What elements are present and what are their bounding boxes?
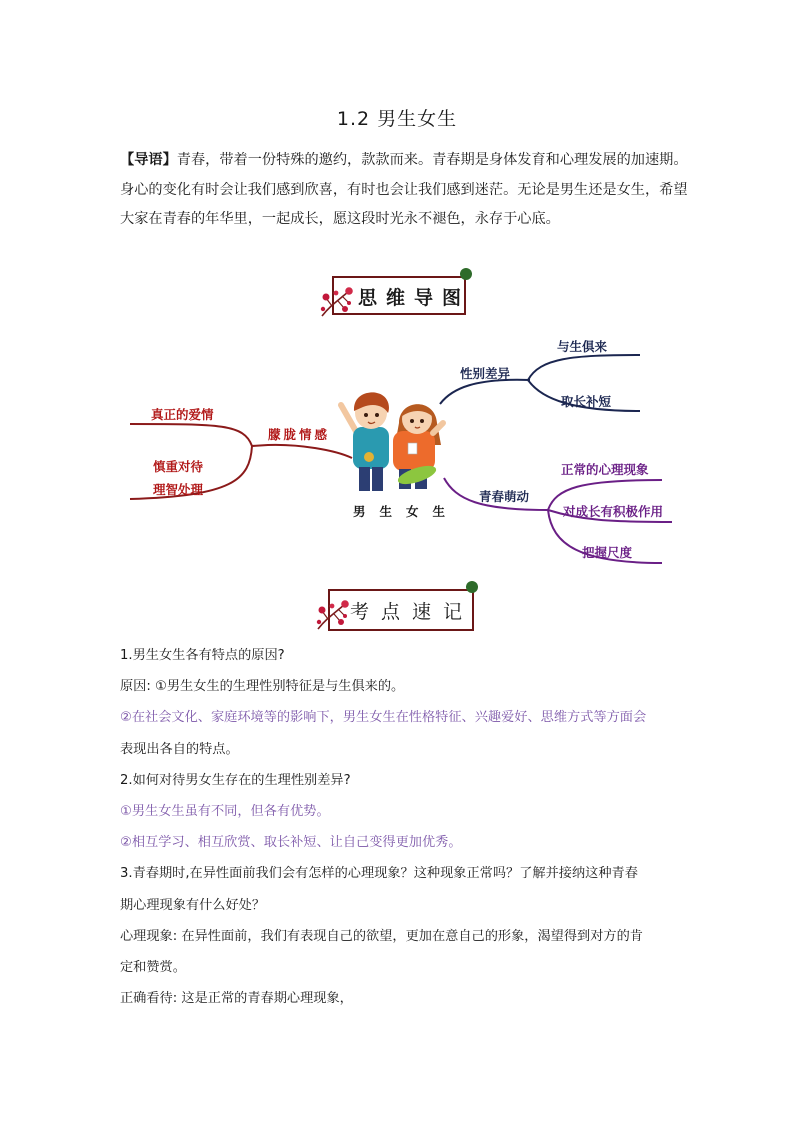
node-positive-effect: 对成长有积极作用	[563, 504, 664, 519]
answer-3-line-3: 正确看待: 这是正常的青春期心理现象，	[120, 991, 353, 1007]
section-title: 思维导图	[358, 287, 471, 309]
question-1: 1.男生女生各有特点的原因?	[120, 648, 285, 663]
answer-3-line-1: 心理现象: 在异性面前，我们有表现自己的欲望，更加在意自己的形象，渴望得到对方的肯	[120, 928, 643, 944]
section-title: 考点速记	[350, 601, 475, 623]
key-points-content	[120, 640, 700, 1014]
intro-line-2: 身心的变化有时会让我们感到欣喜，有时也会让我们感到迷茫。无论是男生还是女生，希望	[120, 181, 688, 198]
mindmap-center: 男生女生	[353, 504, 460, 519]
boy-girl-illustration	[333, 383, 453, 495]
green-dot-icon	[466, 581, 478, 593]
answer-1-line-2: ②在社会文化、家庭环境等的影响下，男生女生在性格特征、兴趣爱好、思维方式等方面会	[120, 710, 647, 726]
node-moderation: 把握尺度	[582, 545, 633, 560]
node-innate: 与生俱来	[557, 339, 608, 354]
question-3-line-1: 3.青春期时,在异性面前我们会有怎样的心理现象？这种现象正常吗？了解并接纳这种青春	[120, 866, 638, 882]
boy-figure	[341, 392, 389, 491]
plum-blossom-icon	[314, 595, 352, 633]
question-2: 2.如何对待男女生存在的生理性别差异?	[120, 772, 351, 788]
answer-2-line-1: ①男生女生虽有不同，但各有优势。	[120, 804, 330, 820]
page-title: 1.2 男生女生	[336, 108, 458, 130]
answer-2-line-2: ②相互学习、相互欣赏、取长补短、让自己变得更加优秀。	[120, 835, 462, 851]
section-header-key-points	[314, 578, 484, 634]
girl-figure	[393, 404, 443, 489]
node-careful: 慎重对待	[153, 459, 204, 474]
node-gender-diff: 性别差异	[460, 366, 511, 381]
intro-line-3: 大家在青春的年华里，一起成长，愿这段时光永不褪色，永存于心底。	[120, 211, 560, 227]
question-3-line-2: 期心理现象有什么好处？	[120, 897, 266, 913]
node-normal-phenomenon: 正常的心理现象	[561, 462, 649, 477]
node-rational: 理智处理	[153, 482, 204, 497]
node-hazy-feelings: 朦胧情感	[268, 427, 331, 442]
node-true-love: 真正的爱情	[151, 407, 214, 422]
intro-line-1: 【导语】青春，带着一份特殊的邀约，款款而来。青春期是身体发育和心理发展的加速期。	[120, 152, 688, 168]
answer-1-line-3: 表现出各自的特点。	[120, 741, 239, 757]
answer-1-line-1: 原因: ①男生女生的生理性别特征是与生俱来的。	[120, 679, 405, 695]
node-youth-budding: 青春萌动	[479, 489, 530, 504]
node-complement: 取长补短	[561, 394, 612, 409]
intro-tag: 【导语】	[120, 152, 177, 168]
answer-3-line-2: 定和赞赏。	[120, 960, 186, 976]
